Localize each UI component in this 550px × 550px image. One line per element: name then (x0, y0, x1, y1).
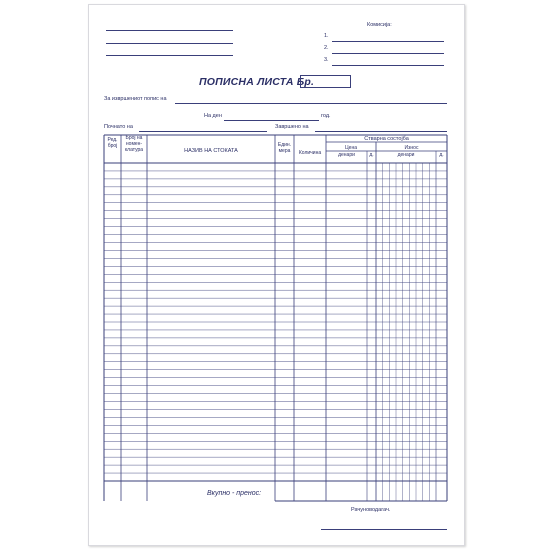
inventory-table-grid (89, 5, 464, 545)
col-header-item-name: НАЗИВ НА СТОКАТА (184, 148, 238, 154)
inventory-for-label: За извршениот попис на (104, 96, 167, 102)
finished-label: Завршено на (275, 124, 309, 130)
inventory-sheet (88, 4, 465, 546)
year-label: год. (321, 113, 331, 119)
on-day-label: На ден (204, 113, 222, 119)
signature-line (321, 529, 447, 530)
col-header-row-no: Ред. број (107, 137, 118, 149)
footer-total-label: Вкупно - пренос: (207, 490, 262, 497)
commission-number-1: 1. (324, 33, 329, 39)
commission-number-2: 2. (324, 45, 329, 51)
col-header-denars-amount: денари (397, 152, 415, 158)
document-title: ПОПИСНА ЛИСТА Бр. (199, 76, 315, 88)
started-label: Почнато на (104, 124, 133, 130)
col-header-deni-amount: д. (439, 152, 444, 158)
col-header-unit: Един. мера (277, 142, 292, 154)
col-header-quantity: Количина (298, 150, 322, 156)
col-header-price: Цена (344, 145, 358, 151)
footer-accountant-label: Рачуноводагач. (351, 507, 391, 513)
col-header-amount: Износ (404, 145, 419, 151)
col-header-nomenclature-no: Број на номен- клатура (124, 135, 144, 153)
col-header-denars-price: денари (338, 152, 355, 158)
col-header-actual-state: Стварна состојба (364, 136, 409, 142)
commission-number-3: 3. (324, 57, 329, 63)
col-header-deni-price: д. (369, 152, 374, 158)
commission-label: Комисија: (367, 22, 392, 28)
